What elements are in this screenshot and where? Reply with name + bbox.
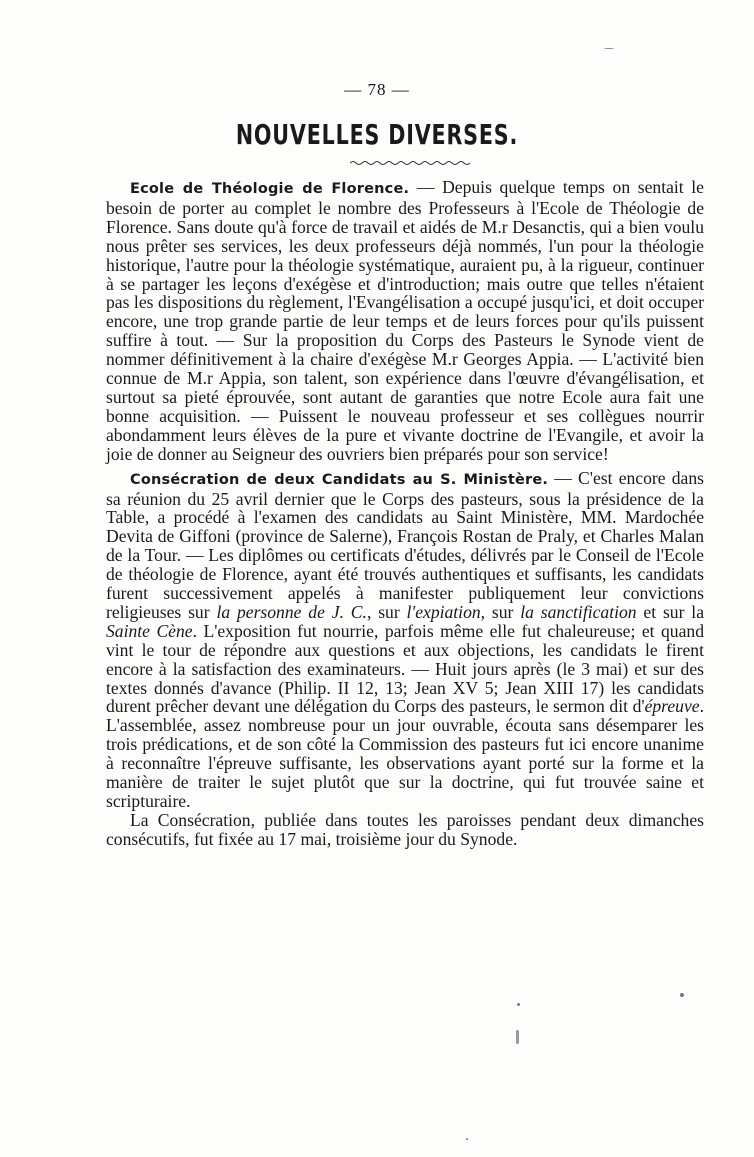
italic-term: la personne de J. C.	[216, 601, 367, 622]
article-body	[106, 178, 704, 849]
page-number: — 78 —	[344, 80, 410, 99]
paragraph-text: et sur la	[636, 601, 705, 622]
section-heading-ecole-theologie: Ecole de Théologie de Florence.	[130, 181, 410, 197]
paragraph-text: . L'assemblée, assez nombreuse pour un jour ouvrable, écouta sans désemparer les trois prédications, et de son côté la Commission des pasteurs fut ici encore unanime à reconnaître l'épreuve suffisante, les observations ayant porté sur la forme et la manière de traiter le sujet plutôt que sur la doctrine, qui fut trouvée saine et scripturaire.	[106, 696, 704, 811]
italic-term: la sanctification	[520, 601, 637, 622]
page-title: NOUVELLES DIVERSES.	[235, 118, 519, 151]
italic-term: l'expiation	[406, 601, 481, 622]
section-heading-consecration: Consécration de deux Candidats au S. Ministère.	[130, 471, 549, 488]
paragraph-text: . L'exposition fut nourrie, parfois même elle fut chaleureuse; et quand vint le tour de répondre aux questions et aux objections, les candidats le firent encore à la satisfaction des examinateurs. — Huit jours après (le 3 mai) et sur des textes donnés d'avance (Philip. II 12, 13; Jean XV 5; Jean XIII 17) les candidats durent prêcher devant une délégation du Corps des pasteurs, le sermon dit d'	[106, 620, 704, 717]
paragraph-text: , sur	[366, 601, 407, 622]
paper-speck	[680, 993, 684, 997]
paragraph-consecration-date: La Consécration, publiée dans toutes les paroisses pendant deux dimanches consécutifs, fut fixée au 17 mai, troisième jour du Synode.	[106, 809, 704, 849]
paragraph-consecration	[106, 469, 704, 811]
paper-speck	[517, 1003, 520, 1006]
paragraph-text: — Depuis quelque temps on sentait le besoin de porter au complet le nombre des Professeurs à l'Ecole de Théologie de Florence. Sans doute qu'à force de travail et aidés de M.r Desanctis, qui a bien voulu nous prêter ses services, les deux professeurs déjà nommés, l'un pour la théologie historique, l'autre pour la théologie systématique, auraient pu, à la rigueur, continuer à se partager les leçons d'exégèse et d'introduction; mais outre que telles n'étaient pas les dispositions du règlement, l'Evangélisation a occupé jusqu'ici, et doit occuper encore, une trop grande partie de leur temps et de leurs forces pour qu'ils puissent suffire à tout. — Sur la proposition du Corps des Pasteurs le Synode vient de nommer définitivement à la chaire d'exégèse M.r Georges Appia. — L'activité bien connue de M.r Appia, son talent, son expérience dans l'œuvre d'évangélisation, et surtout sa pieté éprouvée, sont autant de garanties que notre Ecole aura fait une bonne acquisition. — Puissent le nouveau professeur et ses collègues nourrir abondamment leurs élèves de la pure et vivante doctrine de l'Evangile, et avoir la joie de donner au Seigneur des ouvriers bien préparés pour son service!	[106, 177, 704, 464]
paper-speck	[466, 1138, 468, 1140]
wavy-divider	[350, 160, 472, 166]
italic-term: épreuve	[644, 696, 700, 717]
paragraph-text: , sur	[480, 601, 521, 622]
paragraph-text: — C'est encore dans sa réunion du 25 avril dernier que le Corps des pasteurs, sous la présidence de la Table, a procédé à l'examen des candidats au Saint Ministère, MM. Mardochée Devita de Giffoni (province de Salerne), François Rostan de Praly, et Charles Malan de la Tour. — Les diplômes ou certificats d'études, délivrés par le Conseil de l'Ecole de théologie de Florence, ayant été trouvés authentiques et suffisants, les candidats furent successivement appelés à manifester publiquement leur convictions religieuses sur	[106, 467, 705, 622]
paper-speck	[516, 1030, 519, 1044]
paragraph-ecole-theologie	[106, 178, 704, 464]
italic-term: Sainte Cène	[106, 620, 193, 641]
paper-speck	[604, 48, 614, 49]
